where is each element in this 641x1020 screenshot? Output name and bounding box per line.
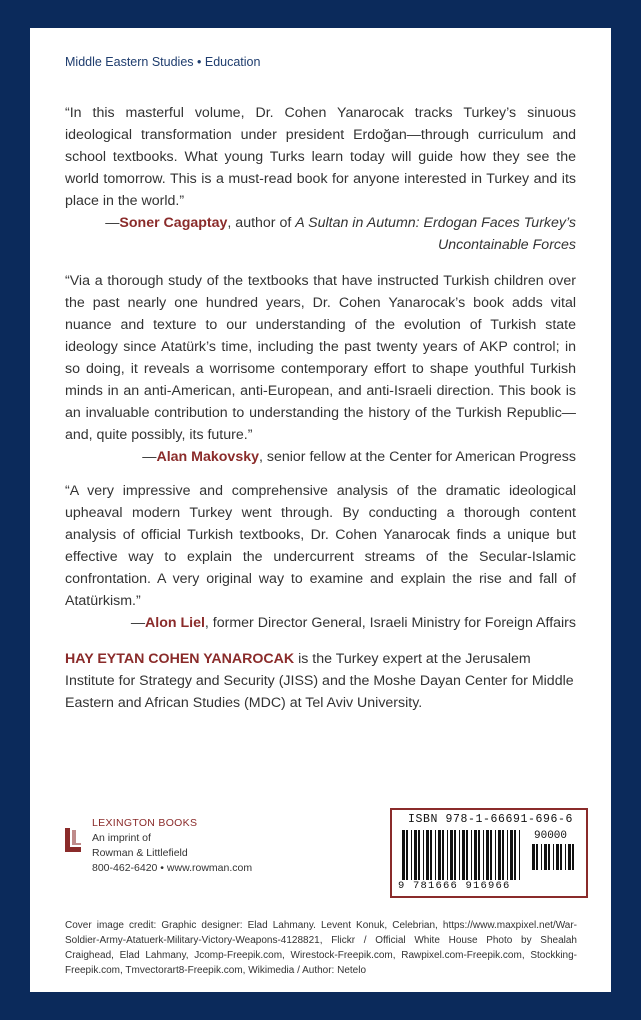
blurb-1-text: “In this masterful volume, Dr. Cohen Yanarocak tracks Turkey’s sinuous ideological transformation under president Erdoğan—through curriculum and school textbooks. What young Turks learn today will guide how they see the world tomorrow. This is a must-read book for anyone interested in Turkey and its place in the world.” bbox=[65, 105, 576, 209]
endorser-role: , author of bbox=[227, 215, 296, 231]
blurb-1 bbox=[65, 102, 576, 256]
publisher-block bbox=[92, 816, 252, 876]
lexington-logo-icon bbox=[63, 826, 83, 854]
attribution-dash: — bbox=[105, 215, 120, 231]
endorser-book-title: A Sultan in Autumn: Erdogan Faces Turkey’s Uncontainable Forces bbox=[295, 215, 576, 253]
blurb-2 bbox=[65, 270, 576, 468]
endorser-role: , former Director General, Israeli Ministry for Foreign Affairs bbox=[204, 615, 576, 631]
endorser-name: Alan Makovsky bbox=[156, 449, 259, 465]
attribution-dash: — bbox=[142, 449, 157, 465]
publisher-contact: 800-462-6420 • www.rowman.com bbox=[92, 862, 253, 874]
back-cover-panel bbox=[30, 28, 611, 992]
price-addon-bars bbox=[532, 844, 576, 882]
author-bio bbox=[65, 648, 576, 714]
blurb-3-text: “A very impressive and comprehensive analysis of the dramatic ideological upheaval modern Turkey went through. By conducting a thorough content analysis of official Turkish textbooks, Dr. Cohen Yanarocak finds a unique but effective way to explain the undercurrent streams of the Secular-Islamic confrontation. A very original way to examine and explain the rise and fall of Atatürkism.” bbox=[65, 483, 576, 609]
attribution-dash: — bbox=[130, 615, 145, 631]
ean-barcode-bars bbox=[402, 830, 520, 880]
author-bio-text: is the Turkey expert at the Jerusalem Institute for Strategy and Security (JISS) and the Moshe Dayan Center for Middle Eastern and African Studies (MDC) at Tel Aviv University. bbox=[65, 651, 574, 711]
price-addon-digits: 90000 bbox=[534, 830, 568, 842]
endorser-name: Soner Cagaptay bbox=[119, 215, 228, 231]
author-name: HAY EYTAN COHEN YANAROCAK bbox=[65, 651, 295, 667]
barcode-digits: 9 781666 916966 bbox=[398, 880, 511, 892]
imprint-publisher: Rowman & Littlefield bbox=[92, 847, 188, 859]
cover-image-credit: Cover image credit: Graphic designer: Elad Lahmany. Levent Konuk, Celebrian, https://www.maxpixel.net/War-Soldier-Army-Atatuerk-Military-Victory-Weapons-4128821, Flickr / Official White House Photo by Shealah Craighead, Elad Lahmany, Jcomp-Freepik.com, Wirestock-Freepik.com, Rawpixel.com-Freepik.com, Stockking-Freepik.com, Tmvectorart8-Freepik.com, Wikimedia / Author: Netelo bbox=[65, 920, 577, 976]
blurb-3 bbox=[65, 480, 576, 634]
isbn-barcode bbox=[390, 808, 588, 898]
endorser-name: Alon Liel bbox=[145, 615, 205, 631]
blurb-2-text: “Via a thorough study of the textbooks that have instructed Turkish children over the past nearly one hundred years, Dr. Cohen Yanarocak’s book adds vital nuance and texture to our understanding of the evolution of Turkish state ideology since Atatürk’s time, including the past twenty years of AKP control; in so doing, it reveals a worrisome contemporary effort to shape youthful Turkish minds in an anti-American, anti-European, and anti-Israeli direction. This book is an invaluable contribution to understanding the history of the Turkish Republic—and, quite possibly, its future.” bbox=[65, 273, 576, 443]
publisher-name: LEXINGTON BOOKS bbox=[92, 817, 198, 829]
endorser-role: , senior fellow at the Center for American Progress bbox=[259, 449, 576, 465]
blurb-3-attribution bbox=[65, 612, 576, 634]
blurb-1-attribution bbox=[65, 212, 576, 256]
category-label: Middle Eastern Studies • Education bbox=[65, 55, 261, 69]
isbn-text: ISBN 978-1-66691-696-6 bbox=[408, 813, 574, 826]
imprint-line: An imprint of bbox=[92, 832, 151, 844]
blurb-2-attribution bbox=[65, 446, 576, 468]
